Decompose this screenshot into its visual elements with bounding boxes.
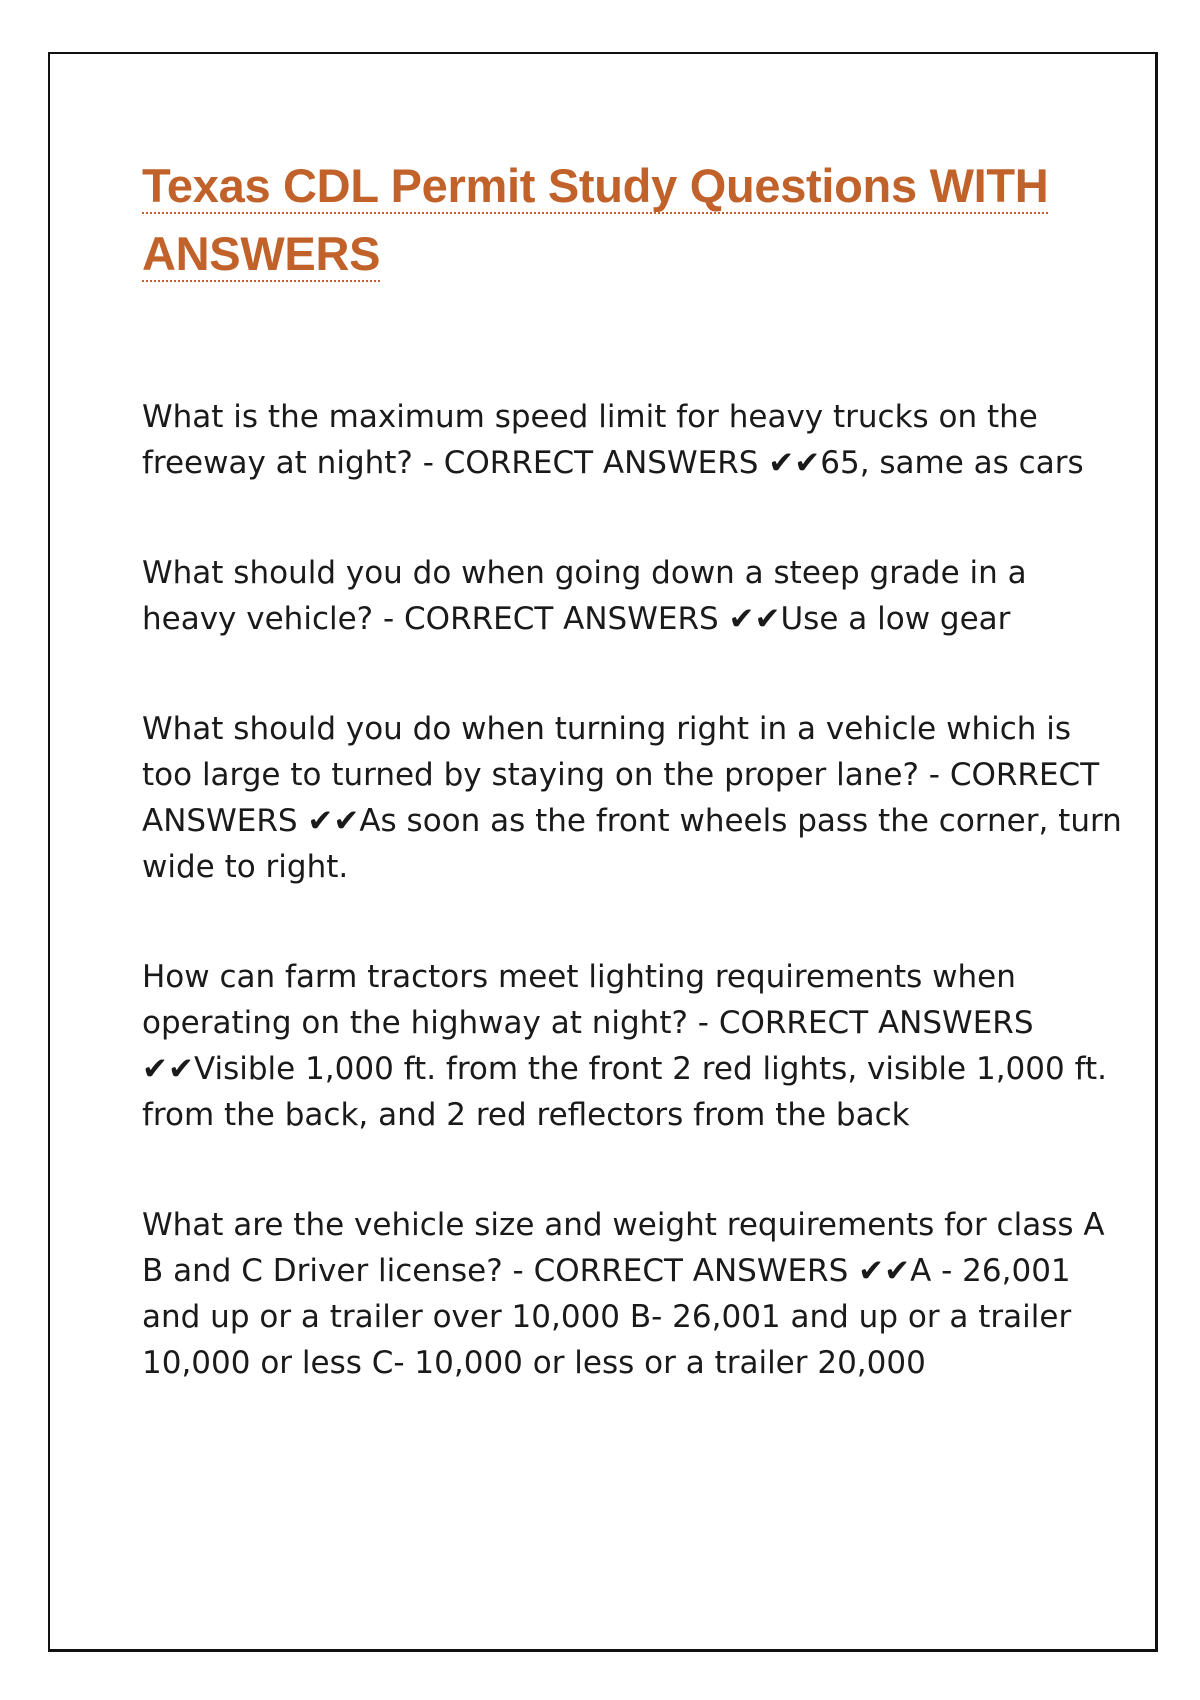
qa-item-5: What are the vehicle size and weight requirements for class A B and C Driver license? - CORRECT ANSWERS ✔✔A - 26,001 and up or a trailer over 10,000 B- 26,001 and up or a trailer 10,000 or less C- 10,000 or less or a trailer 20,000 <box>142 1207 1105 1381</box>
qa-item-1: What is the maximum speed limit for heavy trucks on the freeway at night? - CORRECT ANSWERS ✔✔65, same as cars <box>142 399 1084 481</box>
qa-item-3: What should you do when turning right in a vehicle which is too large to turned by staying on the proper lane? - CORRECT ANSWERS ✔✔As soon as the front wheels pass the corner, turn wide to right. <box>142 711 1122 885</box>
document-page <box>48 52 1158 1652</box>
qa-item-2: What should you do when going down a steep grade in a heavy vehicle? - CORRECT ANSWERS ✔✔Use a low gear <box>142 555 1027 637</box>
document-title-text: Texas CDL Permit Study Questions WITH ANSWERS <box>142 159 1049 280</box>
question-answer-list <box>142 394 1122 1450</box>
qa-item-4: How can farm tractors meet lighting requirements when operating on the highway at night? - CORRECT ANSWERS ✔✔Visible 1,000 ft. from the front 2 red lights, visible 1,000 ft. from the back, and 2 red reflectors from the back <box>142 959 1107 1133</box>
document-title <box>142 152 1102 288</box>
